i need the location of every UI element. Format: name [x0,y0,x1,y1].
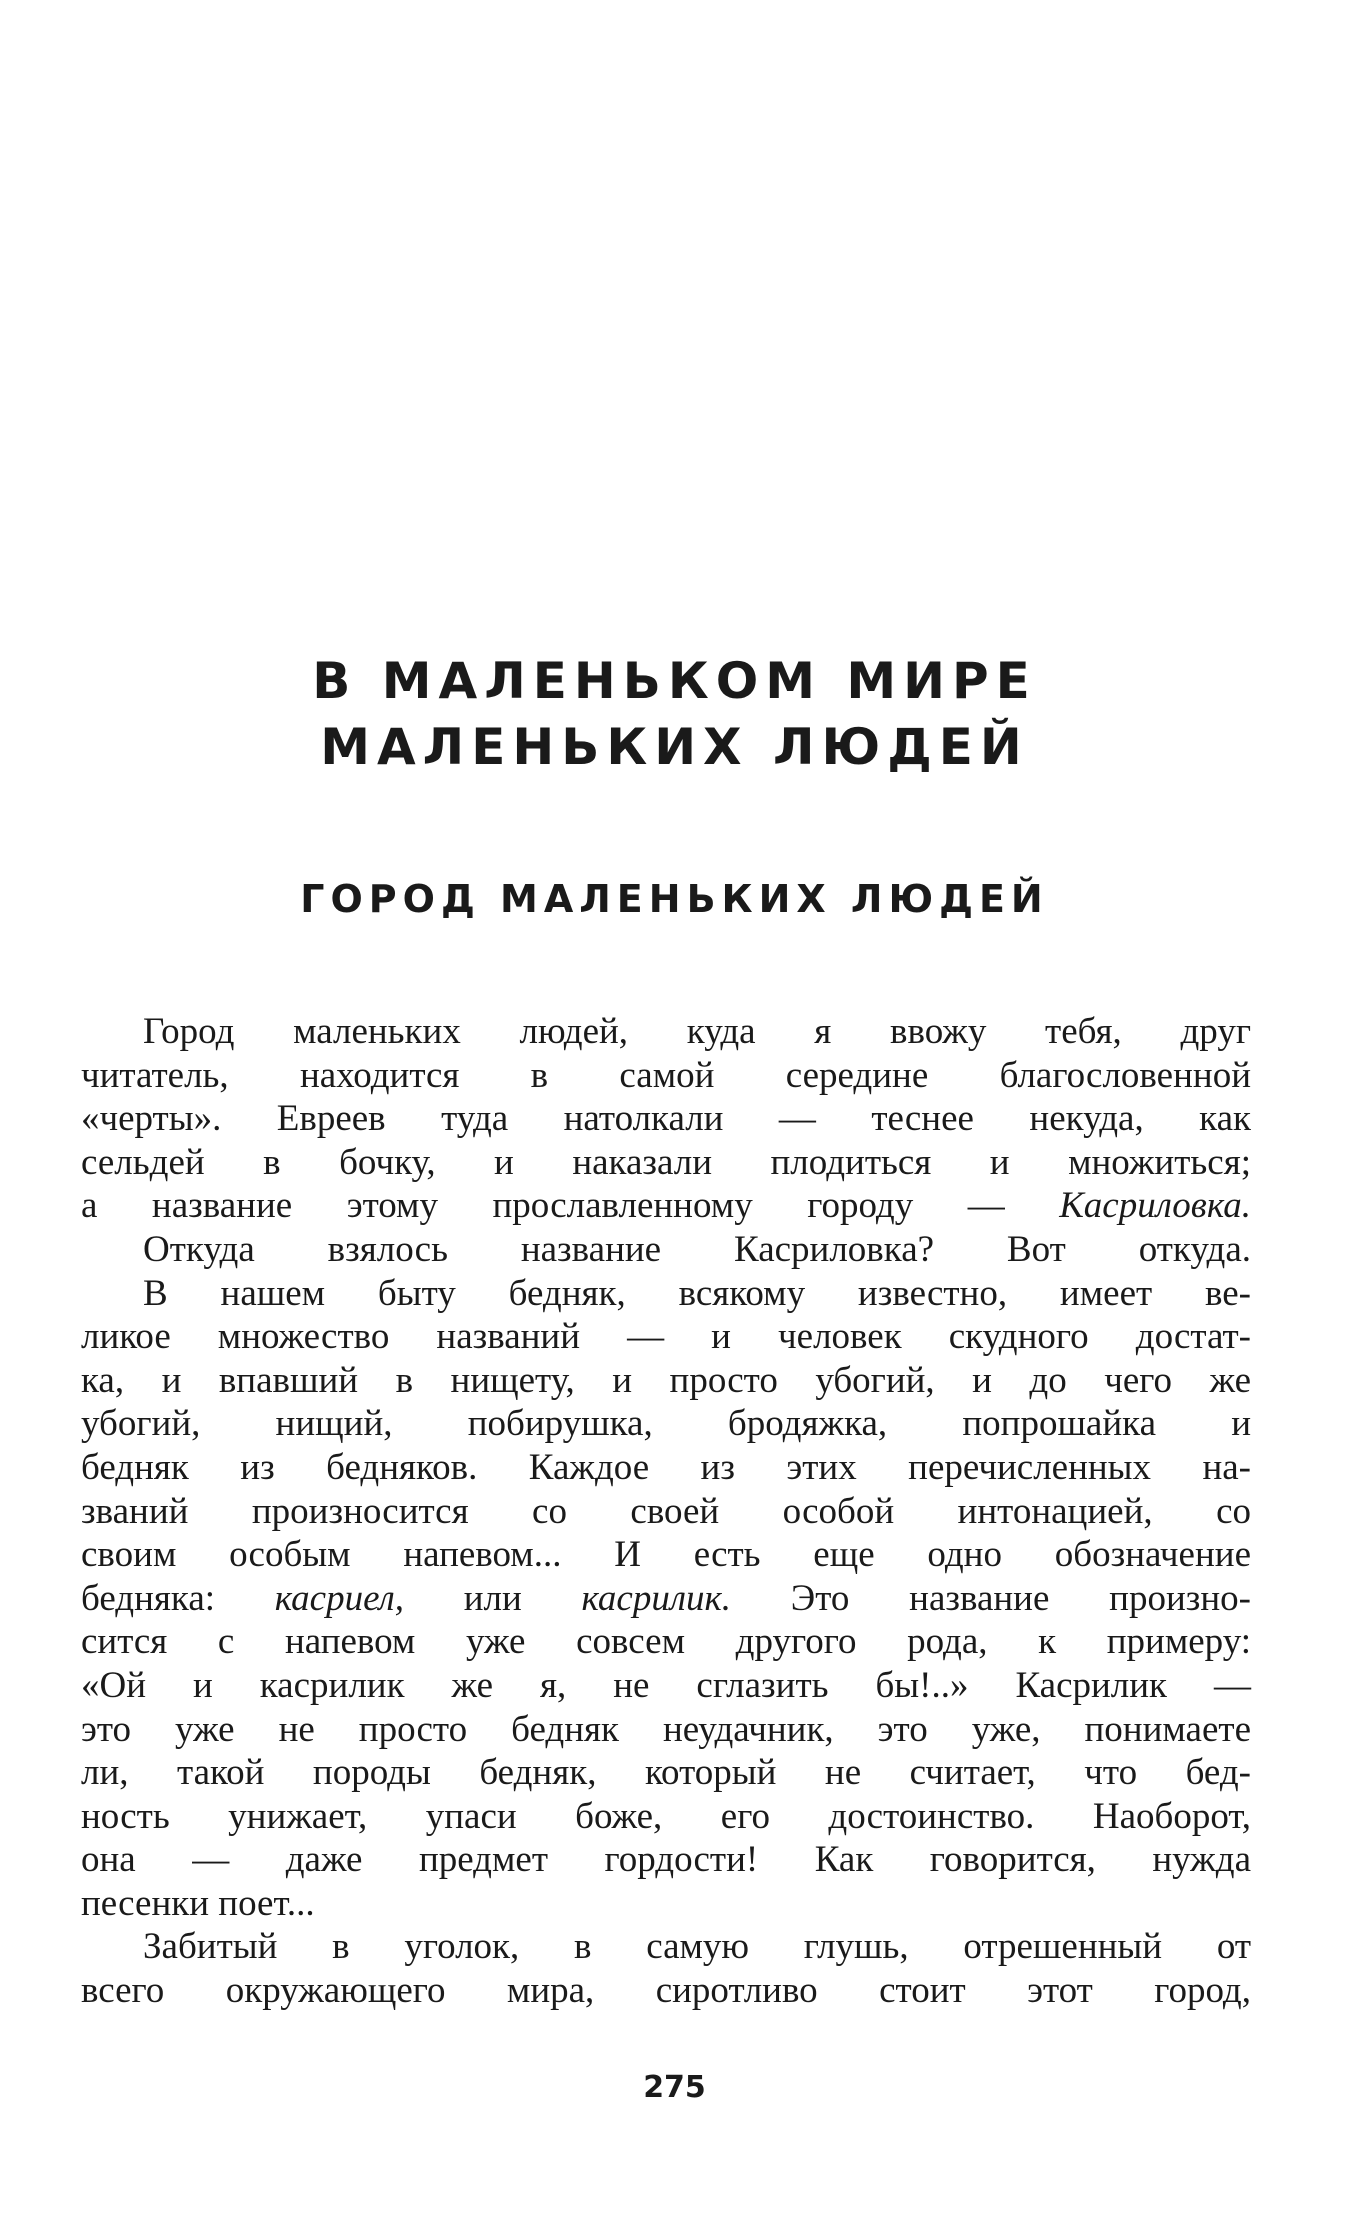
text-line: ликое множество названий — и человек скудного достат- [81,1316,1251,1358]
text-line: это уже не просто бедняк неудачник, это уже, понимаете [81,1708,1251,1750]
text-line: ность унижает, упаси боже, его достоинство. Наоборот, [81,1795,1251,1837]
text-line: своим особым напевом... И есть еще одно обозначение [81,1534,1251,1576]
text-line: Город маленьких людей, куда я ввожу тебя, друг [143,1011,1251,1052]
text-line: убогий, нищий, побирушка, бродяжка, попрошайка и [81,1403,1251,1445]
text-line: бедняк из бедняков. Каждое из этих перечисленных на- [81,1446,1251,1488]
text-line: она — даже предмет гордости! Как говорится, нужда [81,1839,1251,1881]
text-line: всего окружающего мира, сиротливо стоит этот город, [81,1970,1251,2012]
text-line [81,1577,1251,1621]
text-line: званий произносится со своей особой интонацией, со [81,1490,1251,1532]
text-line: ка, и впавший в нищету, и просто убогий, и до чего же [81,1359,1251,1401]
text-segment: Это название произно- [731,1577,1251,1619]
text-line: «черты». Евреев туда натолкали — теснее некуда, как [81,1098,1251,1140]
book-title-line-2: МАЛЕНЬКИХ ЛЮДЕЙ [320,718,1029,776]
text-line: Забитый в уголок, в самую глушь, отрешенный от [143,1926,1251,1968]
text-line: В нашем быту бедняк, всякому известно, имеет ве- [143,1272,1251,1314]
text-line: сится с напевом уже совсем другого рода, к примеру: [81,1621,1251,1663]
paragraph-3 [81,1272,1251,1926]
text-line [81,1184,1251,1228]
paragraph-1 [81,1010,1251,1228]
chapter-title: ГОРОД МАЛЕНЬКИХ ЛЮДЕЙ [300,877,1049,921]
italic-place-name: Касриловка. [1059,1185,1251,1227]
book-title [0,648,1349,780]
book-title-line-1: В МАЛЕНЬКОМ МИРЕ [312,652,1037,710]
body-text [81,1010,1251,2013]
italic-term: касрилик. [581,1577,732,1619]
text-line: читатель, находится в самой середине благословенной [81,1054,1251,1096]
text-line: ли, такой породы бедняк, который не считает, что бед- [81,1752,1251,1794]
page-number: 275 [643,2070,706,2105]
text-line: сельдей в бочку, и наказали плодиться и множиться; [81,1141,1251,1183]
text-line: Откуда взялось название Касриловка? Вот откуда. [143,1228,1251,1270]
text-segment: или [403,1577,582,1619]
text-segment: бедняка: [81,1577,275,1619]
italic-term: касриел, [274,1577,404,1619]
text-line: «Ой и касрилик же я, не сглазить бы!..» Касрилик — [81,1664,1251,1706]
paragraph-2 [81,1228,1251,1272]
paragraph-4 [81,1925,1251,2012]
text-segment: а название этому прославленному городу — [81,1185,1060,1227]
text-line: песенки поет... [81,1882,315,1924]
